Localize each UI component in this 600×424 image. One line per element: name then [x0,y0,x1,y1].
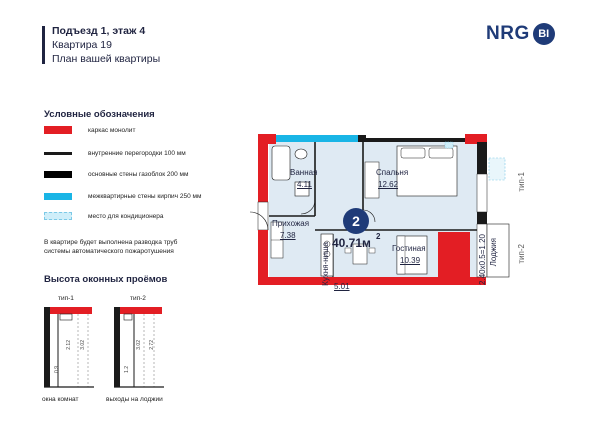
legend-label: межквартирные стены кирпич 250 мм [88,192,202,200]
apartment-number-badge: 2 [343,208,369,234]
legend-item-aircon [44,211,164,221]
window-type1-dim-sill: 0.9 [54,366,60,373]
room-name-kitchen: Кухня-ниша [321,242,330,286]
room-name-bathroom: Ванная [290,168,318,177]
window-type1-caption: окна комнат [42,396,79,403]
logo-text: NRG [486,23,530,44]
room-area-living: 10.39 [400,256,421,265]
logo-badge: BI [533,23,555,45]
room-name-bedroom: Спальня [376,168,409,177]
legend-swatch-aircon [44,212,72,220]
floor-plan [225,122,515,312]
legend-item-partitions [44,148,186,158]
window-type2-label: тип-2 [130,295,146,302]
total-area-unit: 2 [376,232,381,241]
window-type1-marker: тип-1 [517,172,526,192]
window-type2-caption: выходы на лоджии [106,396,163,403]
header-accent-bar [42,26,45,64]
window-type1-label: тип-1 [58,295,74,302]
bottom-frame [258,277,486,285]
room-name-hall: Прихожая [272,219,310,228]
legend-swatch-frame [44,126,72,134]
legend-label: место для кондиционера [88,212,164,220]
left-frame-top [258,144,268,202]
legend-item-gasblock [44,169,188,179]
room-name-living: Гостиная [392,244,426,253]
total-area: 40.71м [332,236,371,250]
legend-label: основные стены газоблок 200 мм [88,170,189,178]
window-sections-drawing [38,303,188,393]
room-area-bedroom: 12.62 [378,180,399,189]
legend-swatch-brick [44,193,72,200]
sprinkler-note-line2: системы автоматического пожаротушения [44,248,174,255]
window-type2-marker: тип-2 [517,244,526,264]
legend-title: Условные обозначения [44,109,155,120]
entrance-floor-title: Подъезд 1, этаж 4 [52,25,146,37]
loggia-label: Лоджия [489,238,498,267]
central-column [438,232,470,278]
apartment-number-text: Квартира 19 [52,39,112,51]
plan-subtitle: План вашей квартиры [52,53,161,65]
legend-swatch-partitions [44,152,72,155]
legend-swatch-gasblock [44,171,72,178]
room-area-hall: 7.38 [280,231,296,240]
window-type2-dim-window: 3.02 [136,340,142,350]
legend-label: каркас монолит [88,126,136,134]
sprinkler-note-line1: В квартире будет выполнена разводка труб [44,239,178,246]
window-type1-dim-ceiling: 3.02 [80,340,86,350]
legend-item-frame [44,125,135,135]
window-type1-dim-window: 2.12 [66,340,72,350]
loggia-dimensions: 2.40х0.5=1.20 [478,234,487,285]
window-heights-title: Высота оконных проёмов [44,274,168,285]
brick-wall-top [276,135,358,142]
nrg-logo [486,22,555,46]
legend-item-brick [44,191,201,201]
left-frame-bottom [258,230,268,285]
window-type2-dim-sill: 1.2 [124,366,130,373]
legend-label: внутренние перегородки 100 мм [88,149,186,157]
room-area-kitchen: 5.01 [334,282,350,291]
window-type2-dim-ceiling: 2.72 [149,340,155,350]
room-area-bathroom: 4.11 [297,180,312,189]
